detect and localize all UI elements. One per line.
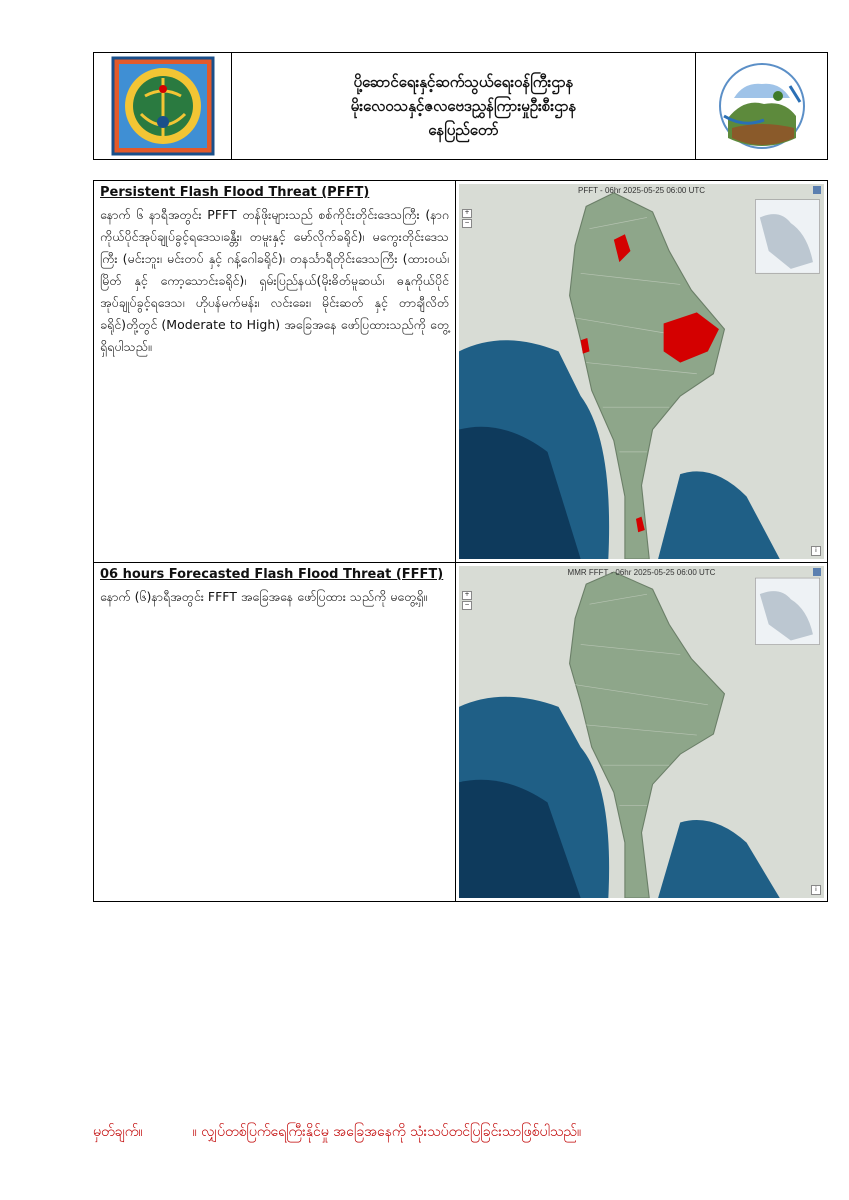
ffft-description: နောက် (၆)နာရီအတွင်း FFFT အခြေအနေ ဖော်ပြထား သည်ကို မတွေ့ရှိ။ (100, 589, 428, 604)
pfft-map[interactable] (459, 184, 824, 559)
pfft-row (94, 181, 827, 563)
layers-button[interactable] (813, 186, 821, 194)
ffft-map-graphic (459, 566, 824, 898)
pfft-map-graphic (459, 184, 824, 559)
zoom-in-button[interactable]: + (462, 591, 472, 600)
city-name: နေပြည်တော် (428, 121, 499, 139)
info-icon[interactable]: i (811, 885, 821, 895)
ffft-map-title: MMR FFFT - 06hr 2025-05-25 06:00 UTC (567, 568, 716, 577)
zoom-out-button[interactable]: − (462, 219, 472, 228)
header-table (93, 52, 828, 160)
pfft-text-cell (94, 181, 456, 562)
left-logo-cell (94, 53, 232, 159)
ffft-map[interactable] (459, 566, 824, 898)
ffft-map-cell (456, 563, 827, 901)
ffft-row (94, 563, 827, 901)
pfft-map-title: PFFT - 06hr 2025-05-25 06:00 UTC (577, 186, 706, 195)
pfft-description: နောက် ၆ နာရီအတွင်း PFFT တန်ဖိုးများသည် စစ်ကိုင်းတိုင်းဒေသကြီး (နာဂကိုယ်ပိုင်အုပ်ချုပ်ခွင့်ရဒေသ၊ခန္တီး၊ တမူးနှင့် မော်လိုက်ခရိုင်)၊ မကွေးတိုင်းဒေသကြီး (မင်းဘူး၊ မင်းတပ် နှင့် ဂန့်ဂေါခရိုင်)၊ တနင်္သာရီတိုင်းဒေသကြီး (ထားဝယ်၊ မြိတ် နှင့် ကော့သောင်းခရိုင်)၊ ရှမ်းပြည်နယ်(မိုးဓိတ်မူဆယ်၊ ဓနုကိုယ်ပိုင်အုပ်ချုပ်ခွင့်ရဒေသ၊ ဟိုပန်မက်မန်း၊ လင်းခေး၊ မိုင်းဆတ် နှင့် တာချီလိတ်ခရိုင်)တို့တွင် (Moderate to High) အခြေအနေ ဖော်ပြထားသည်ကို တွေ့ရှိရပါသည်။ (100, 207, 449, 354)
ffft-title: 06 hours Forecasted Flash Flood Threat (FFFT) (100, 567, 444, 582)
info-icon[interactable]: i (811, 546, 821, 556)
footer-note (93, 1122, 828, 1143)
zoom-in-button[interactable]: + (462, 209, 472, 218)
hydrology-logo (714, 58, 810, 154)
pfft-map-cell (456, 181, 827, 562)
zoom-controls (462, 591, 470, 611)
department-name: မိုးလေဝသနှင့်ဇလဗေဒညွှန်ကြားမှုဦးစီးဌာန (350, 97, 577, 115)
layers-button[interactable] (813, 568, 821, 576)
footer-text: ။ လျှပ်တစ်ပြက်ရေကြီးနိုင်မှု အခြေအနေကို သုံးသပ်တင်ပြခြင်းသာဖြစ်ပါသည်။ (192, 1124, 582, 1140)
zoom-controls (462, 209, 470, 229)
ministry-name: ပို့ဆောင်ရေးနှင့်ဆက်သွယ်ရေးဝန်ကြီးဌာန (353, 73, 574, 91)
zoom-out-button[interactable]: − (462, 601, 472, 610)
right-logo-cell (696, 53, 827, 159)
pfft-title: Persistent Flash Flood Threat (PFFT) (100, 185, 370, 200)
footer-label: မှတ်ချက်။ (93, 1124, 143, 1140)
department-logo (111, 56, 215, 156)
ffft-text-cell (94, 563, 456, 901)
content-table (93, 180, 828, 902)
header-title-cell (232, 53, 696, 159)
